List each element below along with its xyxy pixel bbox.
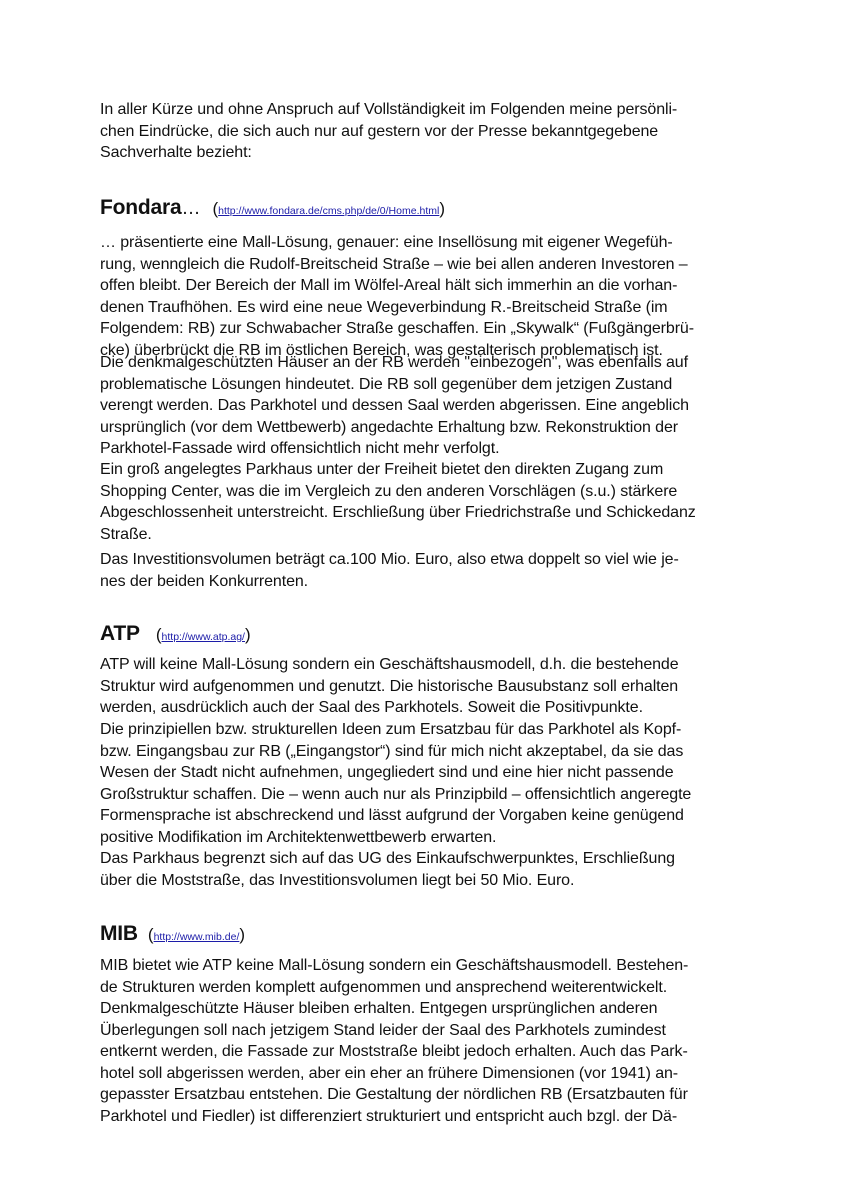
text-line: Das Parkhaus begrenzt sich auf das UG des Einkaufschwerpunktes, Erschließung: [100, 850, 675, 867]
text-line: Folgendem: RB) zur Schwabacher Straße geschaffen. Ein „Skywalk“ (Fußgängerbrü-: [100, 320, 694, 337]
text-line: Parkhotel-Fassade wird offensichtlich nicht mehr verfolgt.: [100, 440, 500, 457]
text-line: Ein groß angelegtes Parkhaus unter der Freiheit bietet den direkten Zugang zum: [100, 461, 664, 478]
text-line: cke) überbrückt die RB im östlichen Bereich, was gestalterisch problematisch ist.: [100, 341, 663, 359]
mib-paragraph-1: [100, 955, 736, 1127]
text-line: Wesen der Stadt nicht aufnehmen, ungegliedert sind und eine hier nicht passende: [100, 764, 674, 781]
section-heading-fondara: [100, 196, 445, 220]
text-line: MIB bietet wie ATP keine Mall-Lösung sondern ein Geschäftshausmodell. Bestehen-: [100, 957, 689, 974]
text-line: Abgeschlossenheit unterstreicht. Erschließung über Friedrichstraße und Schickedanz: [100, 504, 696, 521]
text-line: Sachverhalte bezieht:: [100, 144, 252, 161]
text-line: de Strukturen werden komplett aufgenommen und ansprechend weiterentwickelt.: [100, 978, 668, 996]
section-title: MIB: [100, 922, 138, 945]
text-line: nes der beiden Konkurrenten.: [100, 572, 309, 590]
paren-close: ): [244, 625, 251, 644]
section-title: ATP: [100, 622, 140, 645]
text-line: über die Moststraße, das Investitionsvolumen liegt bei 50 Mio. Euro.: [100, 871, 575, 889]
text-line: ursprünglich (vor dem Wettbewerb) angedachte Erhaltung bzw. Rekonstruktion der: [100, 418, 678, 436]
paren-close: ): [239, 925, 246, 944]
text-line: Überlegungen soll nach jetzigem Stand leider der Saal des Parkhotels zumindest: [100, 1021, 666, 1039]
text-line: positive Modifikation im Architektenwettbewerb erwarten.: [100, 828, 497, 846]
text-line: Shopping Center, was die im Vergleich zu den anderen Vorschlägen (s.u.) stärkere: [100, 482, 678, 500]
text-line: Straße.: [100, 525, 152, 543]
fondara-link[interactable]: http://www.fondara.de/cms.php/de/0/Home.html: [218, 205, 440, 217]
text-line: Struktur wird aufgenommen und genutzt. Die historische Bausubstanz soll erhalten: [100, 677, 679, 695]
text-line: werden, ausdrücklich auch der Saal des Parkhotels. Soweit die Positivpunkte.: [100, 699, 643, 716]
text-line: entkernt werden, die Fassade zur Moststraße bleibt jedoch erhalten. Auch das Park-: [100, 1043, 688, 1060]
paren-open: (: [147, 925, 154, 944]
fondara-paragraph-3: [100, 459, 736, 545]
section-title: Fondara: [100, 196, 182, 219]
text-line: bzw. Eingangsbau zur RB („Eingangstor“) sind für mich nicht akzeptabel, da sie das: [100, 742, 684, 760]
text-line: Die denkmalgeschützten Häuser an der RB werden "einbezogen", was ebenfalls auf: [100, 354, 688, 371]
text-line: Die prinzipiellen bzw. strukturellen Ideen zum Ersatzbau für das Parkhotel als Kopf-: [100, 721, 682, 738]
paren-close: ): [439, 199, 445, 218]
text-line: … präsentierte eine Mall-Lösung, genauer: eine Insellösung mit eigener Wegefüh-: [100, 234, 673, 251]
text-line: ATP will keine Mall-Lösung sondern ein Geschäftshausmodell, d.h. die bestehende: [100, 656, 679, 673]
text-line: chen Eindrücke, die sich auch nur auf gestern vor der Presse bekanntgegebene: [100, 122, 659, 140]
text-line: hotel soll abgerissen werden, aber ein eher an frühere Dimensionen (vor 1941) an-: [100, 1064, 679, 1082]
atp-paragraph-3: [100, 848, 736, 891]
text-line: verengt werden. Das Parkhotel und dessen Saal werden abgerissen. Eine angeblich: [100, 397, 689, 414]
fondara-paragraph-2: [100, 352, 736, 460]
paren-open: (: [155, 625, 162, 644]
text-line: Großstruktur schaffen. Die – wenn auch nur als Prinzipbild – offensichtlich angeregte: [100, 785, 692, 803]
text-line: In aller Kürze und ohne Anspruch auf Vollständigkeit im Folgenden meine persönli-: [100, 101, 678, 118]
intro-paragraph: [100, 99, 736, 164]
text-line: Denkmalgeschützte Häuser bleiben erhalten. Entgegen ursprünglichen anderen: [100, 1000, 658, 1017]
text-line: denen Traufhöhen. Es wird eine neue Wegeverbindung R.-Breitscheid Straße (im: [100, 298, 668, 316]
section-heading-atp: [100, 622, 251, 646]
section-heading-mib: [100, 922, 245, 946]
section-title-suffix: …: [181, 198, 201, 219]
text-line: rung, wenngleich die Rudolf-Breitscheid Straße – wie bei allen anderen Investoren –: [100, 255, 688, 273]
text-line: Formensprache ist abschreckend und lässt aufgrund der Vorgaben keine genügend: [100, 807, 684, 824]
text-line: problematische Lösungen hindeutet. Die RB soll gegenüber dem jetzigen Zustand: [100, 375, 673, 393]
fondara-paragraph-1: [100, 232, 736, 361]
fondara-paragraph-4: [100, 549, 736, 592]
atp-link[interactable]: http://www.atp.ag/: [161, 631, 245, 643]
atp-paragraph-1: [100, 654, 736, 719]
paren-open: (: [212, 199, 219, 218]
text-line: offen bleibt. Der Bereich der Mall im Wölfel-Areal hält sich immerhin an die vorhan-: [100, 277, 678, 294]
text-line: Das Investitionsvolumen beträgt ca.100 Mio. Euro, also etwa doppelt so viel wie je-: [100, 551, 679, 568]
mib-link[interactable]: http://www.mib.de/: [153, 931, 240, 943]
atp-paragraph-2: [100, 719, 736, 848]
text-line: Parkhotel und Fiedler) ist differenziert strukturiert und entspricht auch bzgl. der Dä-: [100, 1107, 678, 1125]
text-line: gepasster Ersatzbau entstehen. Die Gestaltung der nördlichen RB (Ersatzbauten für: [100, 1086, 688, 1103]
